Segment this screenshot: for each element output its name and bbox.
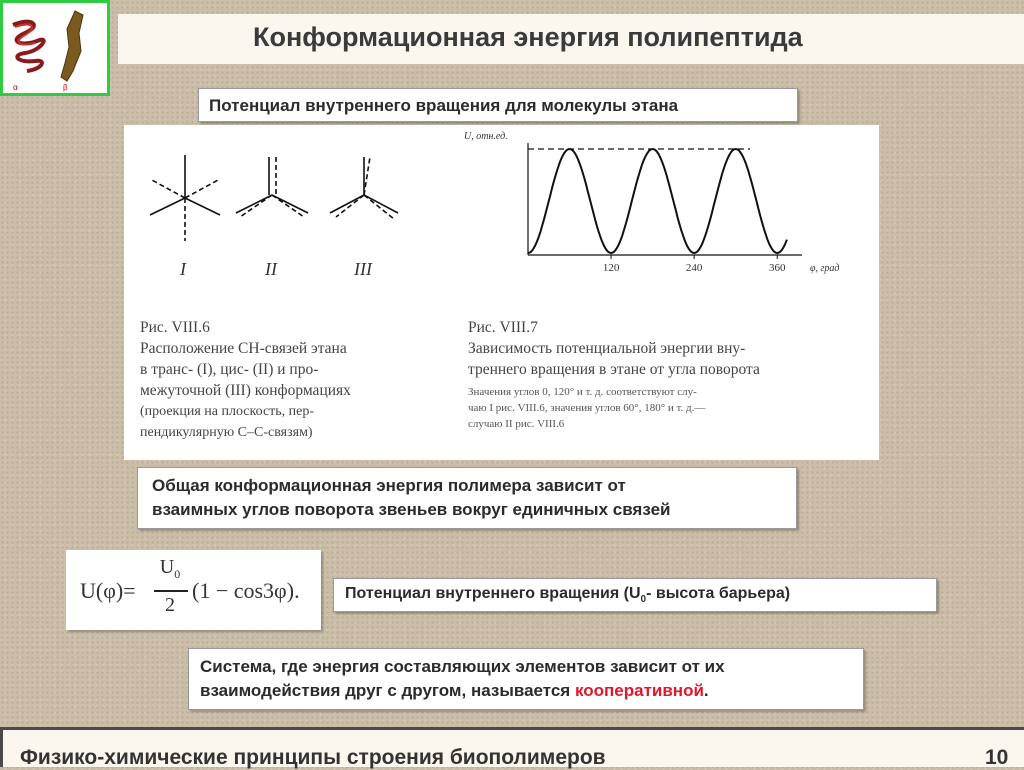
label-conformation-3: III xyxy=(354,259,372,279)
x-tick-label: 360 xyxy=(768,262,786,274)
caption-note-line: случаю II рис. VIII.6 xyxy=(468,418,565,430)
figure-right-caption xyxy=(468,317,868,432)
figure-left-caption xyxy=(140,317,440,443)
formula-box xyxy=(66,550,321,630)
formula-denominator: 2 xyxy=(165,594,175,616)
figure-left-caption-title: Рис. VIII.6 xyxy=(140,319,210,336)
potential-note-text: Потенциал внутреннего вращения (U xyxy=(345,585,641,602)
cooperative-term: кооперативной xyxy=(574,681,704,700)
x-tick-group xyxy=(603,255,786,274)
slide-title: Конформационная энергия полипептида xyxy=(253,22,803,52)
potential-note xyxy=(345,585,790,605)
caption-line: пендикулярную С–С-связям) xyxy=(140,425,313,440)
caption-line: в транс- (I), цис- (II) и про- xyxy=(140,361,319,378)
chart-ylabel: U, отн.ед. xyxy=(464,131,508,142)
caption-line: Расположение СН-связей этана xyxy=(140,340,347,357)
ethane-conformations-diagram xyxy=(144,153,434,278)
conformation-cis xyxy=(236,157,308,217)
x-tick-label: 240 xyxy=(685,262,703,274)
caption-note-line: чаю I рис. VIII.6, значения углов 60°, 180° и т. д.— xyxy=(468,402,706,414)
potential-note-sub: 0 xyxy=(640,594,647,606)
figure-right-caption-title: Рис. VIII.7 xyxy=(468,319,538,336)
footer-text: Физико-химические принципы строения биополимеров xyxy=(20,746,606,769)
statement-line: взаимных углов поворота звеньев вокруг единичных связей xyxy=(152,500,671,519)
conformation-trans xyxy=(150,155,220,241)
fraction-bar xyxy=(154,590,188,592)
system-note-period: . xyxy=(703,681,709,700)
system-note-line xyxy=(200,679,725,703)
formula-numerator-sub: 0 xyxy=(174,567,181,581)
formula-equals: = xyxy=(123,578,136,603)
label-conformation-2: II xyxy=(265,259,277,279)
figure-panel xyxy=(124,125,879,460)
formula-rhs: (1 − cos3φ). xyxy=(192,578,300,603)
logo-label-alpha: α xyxy=(13,83,18,92)
energy-curve-series xyxy=(528,149,787,253)
statement-text xyxy=(152,474,670,522)
caption-line: треннего вращения в этане от угла поворота xyxy=(468,361,760,378)
statement-line: Общая конформационная энергия полимера зависит от xyxy=(152,476,626,495)
slide-subtitle: Потенциал внутреннего вращения для молекулы этана xyxy=(209,96,679,115)
system-note xyxy=(200,655,725,703)
system-note-line: Система, где энергия составляющих элементов зависит от их xyxy=(200,657,725,676)
slide-logo xyxy=(0,0,110,96)
conformation-intermediate xyxy=(330,157,398,219)
beta-strand-icon xyxy=(53,7,93,87)
caption-note-line: Значения углов 0, 120° и т. д. соответствуют слу- xyxy=(468,386,697,398)
potential-note-text-after: - высота барьера) xyxy=(646,585,791,602)
system-note-text: взаимодействия друг с другом, называется xyxy=(200,681,575,700)
caption-line: Зависимость потенциальной энергии вну- xyxy=(468,340,746,357)
caption-line: межуточной (III) конформациях xyxy=(140,382,351,399)
formula-numerator xyxy=(152,556,188,582)
logo-label-beta: β xyxy=(63,83,68,92)
caption-line: (проекция на плоскость, пер- xyxy=(140,404,315,419)
label-conformation-1: I xyxy=(180,259,186,279)
formula-lhs-text: U(φ) xyxy=(80,578,124,603)
potential-energy-chart xyxy=(454,125,874,285)
x-tick-label: 120 xyxy=(602,262,620,274)
caption-note xyxy=(468,384,868,432)
page-number: 10 xyxy=(985,746,1009,769)
formula-lhs xyxy=(80,578,136,604)
chart-xlabel: φ, град xyxy=(810,263,840,274)
formula-numerator-text: U xyxy=(159,556,175,578)
